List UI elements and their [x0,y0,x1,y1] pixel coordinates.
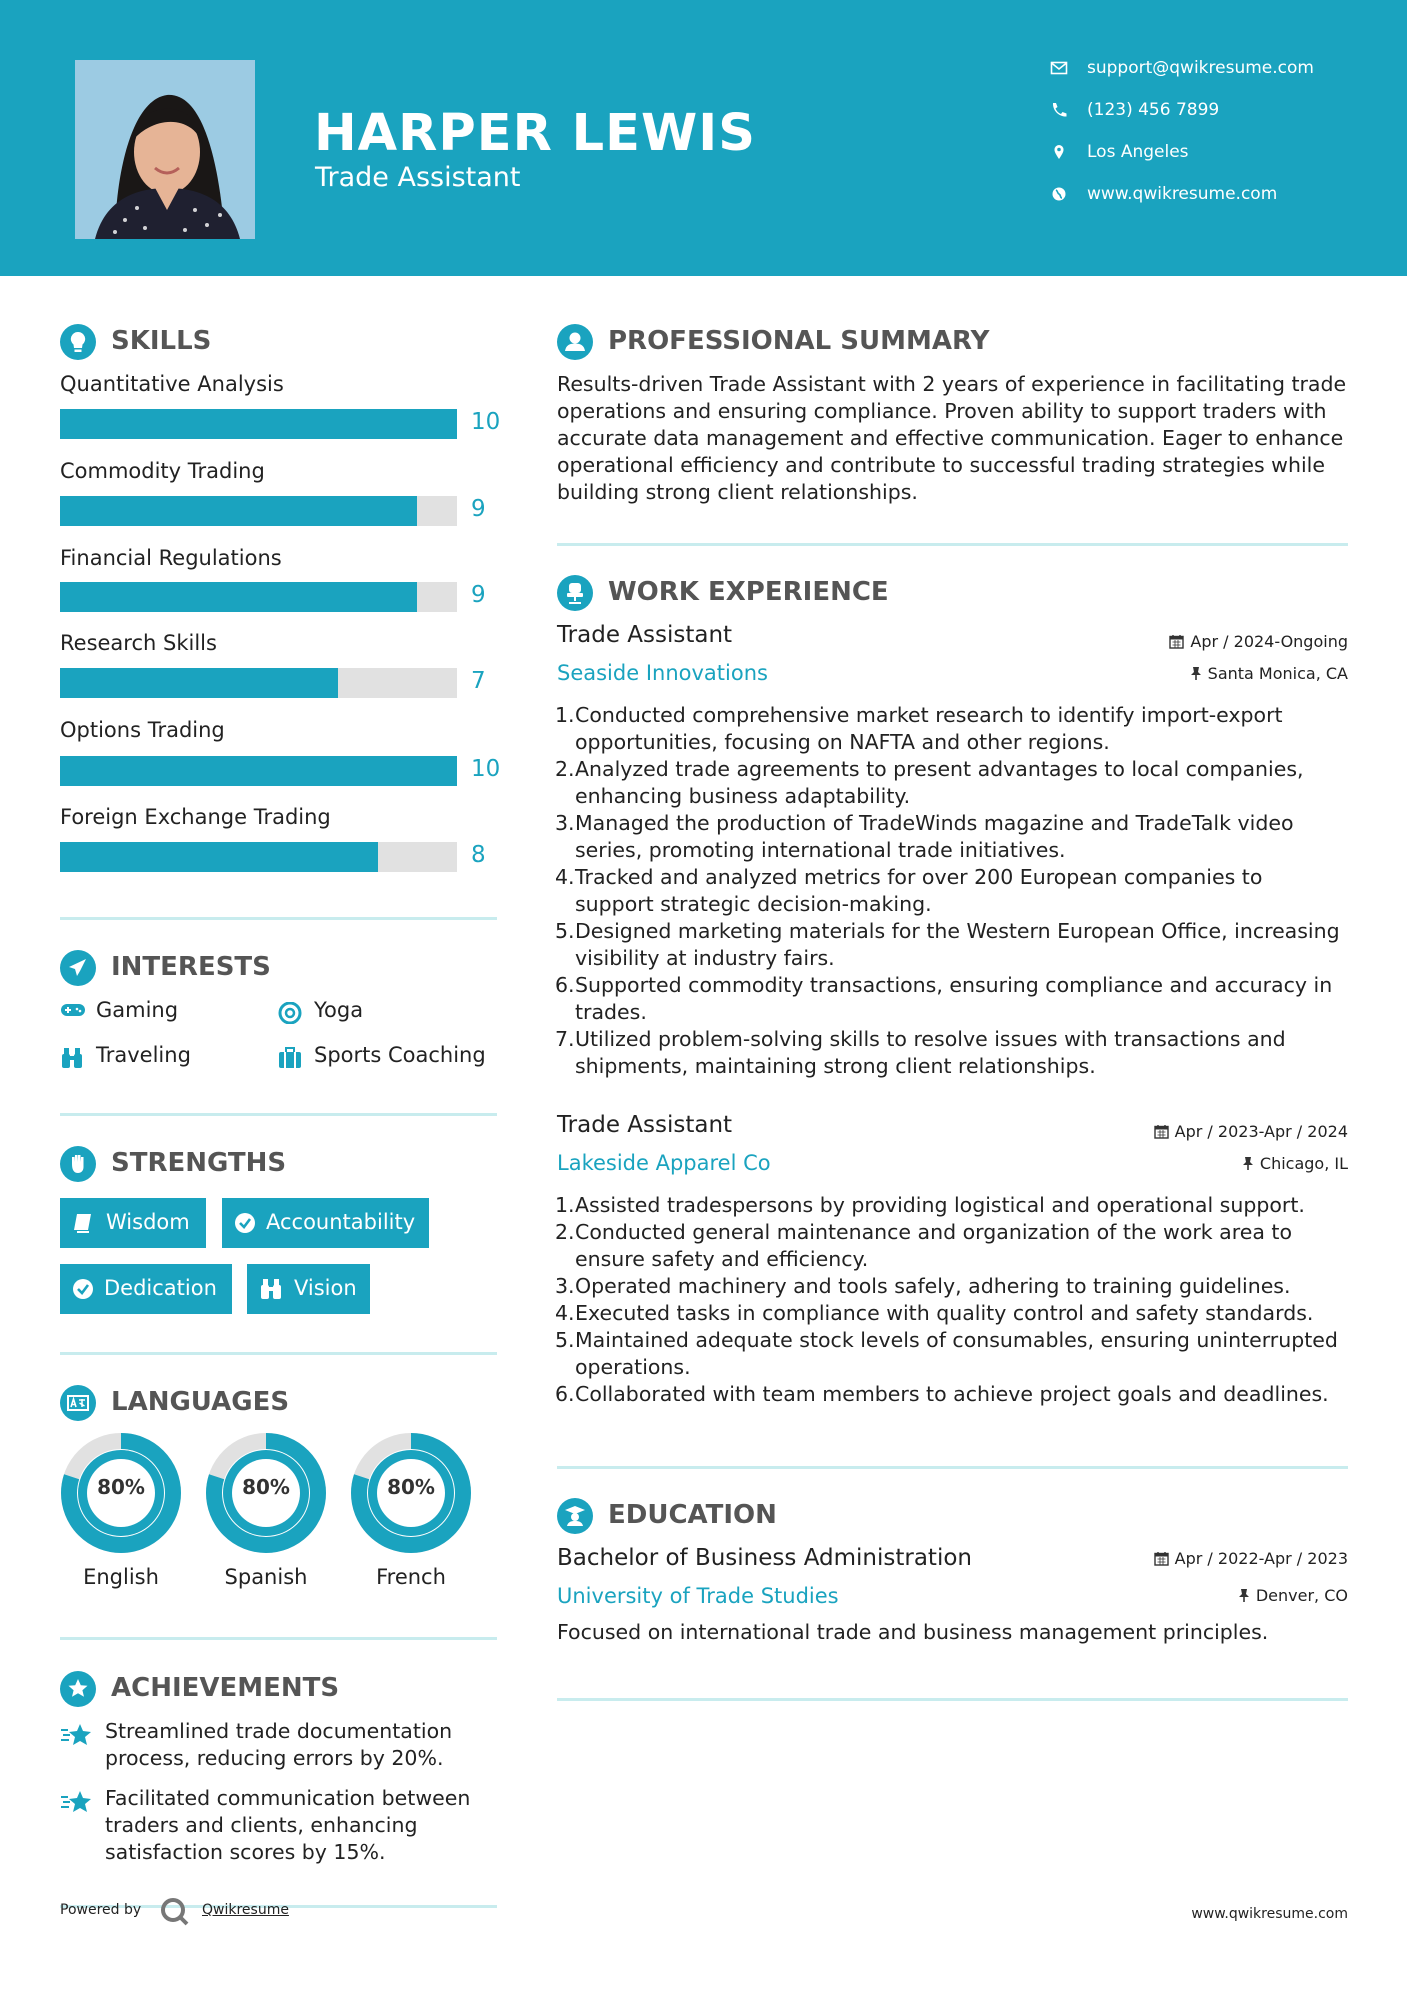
summary-text: Results-driven Trade Assistant with 2 years of experience in facilitating trade operations and ensuring compliance. Proven ability to support traders with accurate data management and effective communication. Eager to enhance operational efficiency and contribute to successful trading strategies while building strong client relationships. [557,372,1347,504]
language-name: Spanish [224,1565,308,1589]
skill-bar-fill [60,409,457,439]
duty-item: Collaborated with team members to achieve project goals and deadlines. [575,1382,1329,1406]
language-gauge [204,1431,328,1555]
section-divider [60,1352,497,1355]
skill-value: 9 [471,496,486,522]
duty-item: Maintained adequate stock levels of consumables, ensuring uninterrupted operations. [575,1328,1338,1379]
section-divider [60,1113,497,1116]
education-description: Focused on international trade and business management principles. [557,1620,1269,1644]
paper-plane-icon [60,950,96,986]
job-location: Chicago, IL [1242,1154,1348,1173]
language-name: French [376,1565,446,1589]
book-icon [72,1212,94,1234]
skill-name: Commodity Trading [60,459,265,483]
star-badge-icon [60,1671,96,1707]
education-dates: Apr / 2022-Apr / 2023 [1154,1549,1348,1568]
check-circle-icon [72,1278,94,1300]
qwikresume-link[interactable]: Qwikresume [202,1902,289,1918]
duty-item: Assisted tradespersons by providing logistical and operational support. [575,1193,1305,1217]
section-divider [557,1698,1348,1701]
section-divider [60,1637,497,1640]
language-icon [60,1385,96,1421]
gamepad-icon [60,1002,86,1018]
skill-bar-fill [60,582,417,612]
contact-email-text: support@qwikresume.com [1087,58,1314,78]
degree-name: Bachelor of Business Administration [557,1545,972,1571]
duty-item: Utilized problem-solving skills to resolve issues with transactions and shipments, maintaining strong client relationships. [575,1027,1286,1078]
binoculars-icon [259,1278,283,1300]
contact-phone-text: (123) 456 7899 [1087,100,1220,120]
job-dates: Apr / 2023-Apr / 2024 [1154,1122,1348,1141]
language-name: English [83,1565,159,1589]
strength-chip: Accountability [222,1198,429,1248]
strength-chip: Dedication [60,1264,232,1314]
job-title: Trade Assistant [557,622,733,648]
envelope-icon [1050,60,1068,76]
strength-chip: Wisdom [60,1198,206,1248]
skill-bar [60,842,457,872]
hand-icon [60,1146,96,1182]
contact-location-text: Los Angeles [1087,142,1189,162]
company-name: Lakeside Apparel Co [557,1151,771,1175]
qwikresume-logo-icon [158,1895,192,1929]
school-name: University of Trade Studies [557,1584,839,1608]
job-location: Santa Monica, CA [1190,664,1348,683]
map-pin-icon [1050,144,1068,160]
pushpin-icon [1238,1588,1250,1603]
skill-bar [60,496,457,526]
powered-by [60,1902,289,1918]
skill-bar-fill [60,756,457,786]
candidate-title: Trade Assistant [315,162,521,193]
duty-item: Executed tasks in compliance with quality control and safety standards. [575,1301,1314,1325]
check-circle-icon [234,1212,256,1234]
job-duties [557,1192,1347,1408]
user-icon [557,324,593,360]
skill-name: Options Trading [60,718,225,742]
pushpin-icon [1190,666,1202,681]
graduate-icon [557,1498,593,1534]
phone-icon [1050,102,1068,118]
skill-value: 10 [471,756,501,782]
skill-bar [60,668,457,698]
calendar-icon [1154,1124,1169,1139]
education-location: Denver, CO [1238,1586,1348,1605]
section-divider [557,543,1348,546]
skill-value: 9 [471,582,486,608]
job-title: Trade Assistant [557,1112,733,1138]
skill-name: Research Skills [60,631,217,655]
duty-item: Managed the production of TradeWinds magazine and TradeTalk video series, promoting international trade initiatives. [575,811,1294,862]
skill-name: Quantitative Analysis [60,372,284,396]
profile-photo [75,60,255,239]
section-divider [557,1466,1348,1469]
candidate-name: HARPER LEWIS [314,104,756,163]
section-divider [60,917,497,920]
contact-website-text: www.qwikresume.com [1087,184,1278,204]
skill-bar-fill [60,668,338,698]
shooting-star-icon [60,1789,94,1815]
footer-website[interactable]: www.qwikresume.com [1191,1906,1348,1922]
duty-item: Designed marketing materials for the Western European Office, increasing visibility at industry fairs. [575,919,1340,970]
office-chair-icon [557,575,593,611]
company-name: Seaside Innovations [557,661,768,685]
language-percent: 80% [242,1475,290,1499]
achievement-item: Facilitated communication between traders and clients, enhancing satisfaction scores by 15%. [60,1785,500,1869]
skill-bar-fill [60,842,378,872]
skill-bar [60,582,457,612]
skill-bar [60,756,457,786]
job-dates: Apr / 2024-Ongoing [1169,632,1348,651]
language-percent: 80% [387,1475,435,1499]
skill-value: 10 [471,409,501,435]
calendar-icon [1169,634,1184,649]
duty-item: Conducted comprehensive market research to identify import-export opportunities, focusing on NAFTA and other regions. [575,703,1283,754]
skill-bar-fill [60,496,417,526]
language-gauge [349,1431,473,1555]
briefcase-icon [278,1047,302,1069]
duty-item: Operated machinery and tools safely, adhering to training guidelines. [575,1274,1291,1298]
duty-item: Tracked and analyzed metrics for over 200 European companies to support strategic decision-making. [575,865,1263,916]
language-gauge [59,1431,183,1555]
calendar-icon [1154,1551,1169,1566]
skill-value: 7 [471,668,486,694]
skill-name: Foreign Exchange Trading [60,805,331,829]
duty-item: Conducted general maintenance and organization of the work area to ensure safety and efficiency. [575,1220,1292,1271]
job-duties [557,702,1347,1080]
lightbulb-icon [60,324,96,360]
achievement-item: Streamlined trade documentation process, reducing errors by 20%. [60,1718,500,1778]
strength-chip: Vision [247,1264,370,1314]
globe-icon [1050,186,1068,202]
duty-item: Analyzed trade agreements to present advantages to local companies, enhancing business adaptability. [575,757,1304,808]
powered-by-label: Powered by [60,1902,142,1918]
language-percent: 80% [97,1475,145,1499]
skill-name: Financial Regulations [60,546,282,570]
resume-header [0,0,1407,276]
lifebuoy-icon [278,1002,302,1024]
shooting-star-icon [60,1722,94,1748]
duty-item: Supported commodity transactions, ensuring compliance and accuracy in trades. [575,973,1333,1024]
skill-bar [60,409,457,439]
pushpin-icon [1242,1156,1254,1171]
binoculars-icon [60,1047,84,1069]
skill-value: 8 [471,842,486,868]
